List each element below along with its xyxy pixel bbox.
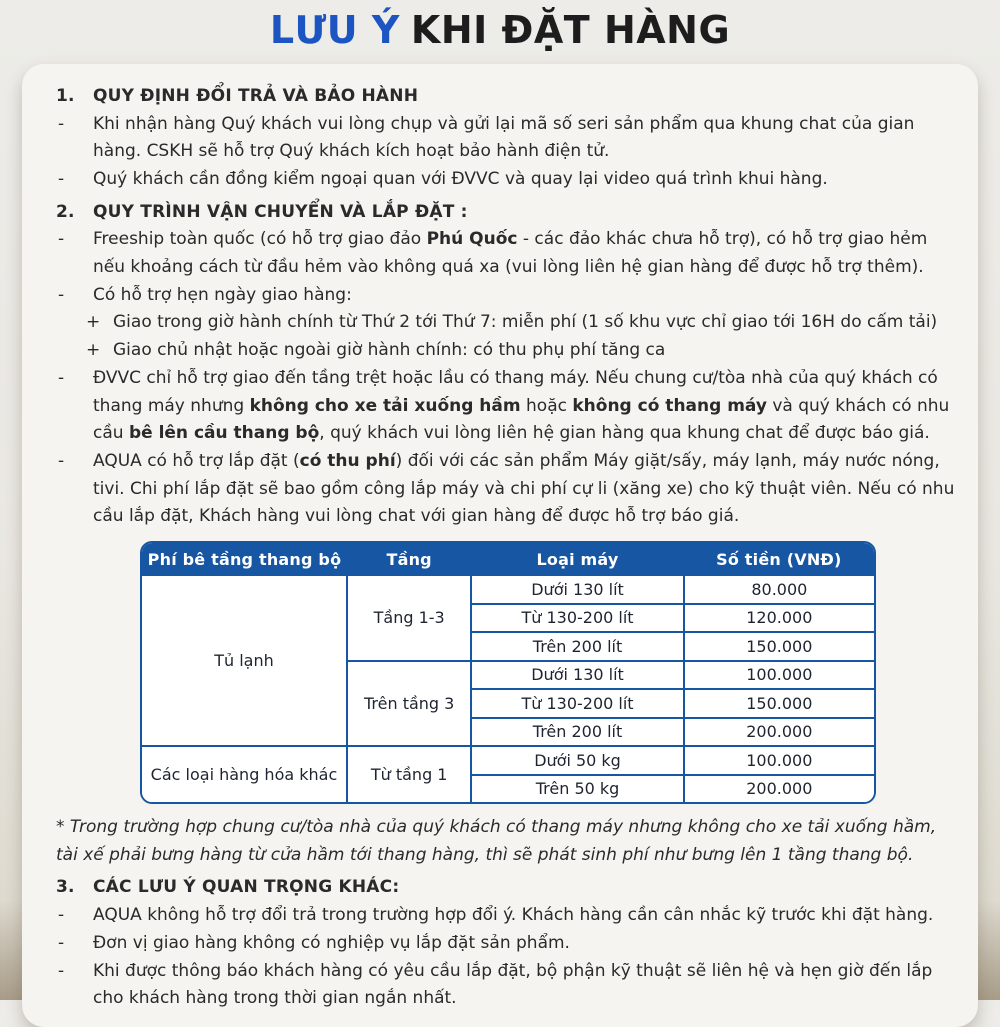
text-segment: * Trong trường hợp chung cư/tòa nhà của quý khách có thang máy nhưng không cho xe tải xuống hầm, tài xế phải bưng hàng từ cửa hầm tới thang hàng, thì sẽ phát sinh phí như bưng lên 1 tầng thang bộ. bbox=[56, 817, 937, 865]
list-item bbox=[40, 958, 960, 1013]
plus-marker: + bbox=[86, 312, 101, 333]
sub-list-item bbox=[40, 309, 960, 337]
dash-marker: - bbox=[58, 932, 65, 953]
list-item bbox=[40, 166, 960, 194]
price-cell: 150.000 bbox=[684, 632, 874, 661]
list-item-text bbox=[113, 337, 665, 365]
list-item-text bbox=[93, 448, 960, 531]
list-item bbox=[40, 930, 960, 958]
machine-type-cell: Trên 50 kg bbox=[471, 775, 683, 803]
section-heading bbox=[40, 874, 960, 902]
text-segment: Có hỗ trợ hẹn ngày giao hàng: bbox=[93, 284, 352, 305]
list-item bbox=[40, 365, 960, 448]
text-segment: Freeship toàn quốc (có hỗ trợ giao đảo bbox=[93, 229, 427, 250]
bold-text: bê lên cầu thang bộ bbox=[128, 423, 320, 444]
price-cell: 200.000 bbox=[684, 718, 874, 747]
list-item-text bbox=[93, 166, 828, 194]
machine-type-cell: Trên 200 lít bbox=[471, 632, 683, 661]
page-title-rest: KHI ĐẶT HÀNG bbox=[410, 8, 731, 52]
section-heading-label: QUY ĐỊNH ĐỔI TRẢ VÀ BẢO HÀNH bbox=[93, 85, 419, 106]
text-segment: Khi nhận hàng Quý khách vui lòng chụp và gửi lại mã số seri sản phẩm qua khung chat của gian hàng. CSKH sẽ hỗ trợ Quý khách kích hoạt bảo hành điện tử. bbox=[93, 113, 915, 162]
floor-cell: Tầng 1-3 bbox=[347, 576, 471, 661]
bold-text: có thu phí bbox=[299, 450, 396, 471]
bold-text: Phú Quốc bbox=[426, 229, 518, 250]
price-cell: 200.000 bbox=[684, 775, 874, 803]
machine-type-cell: Từ 130-200 lít bbox=[471, 604, 683, 633]
price-cell: 120.000 bbox=[684, 604, 874, 633]
list-item-text bbox=[93, 958, 960, 1013]
dash-marker: - bbox=[58, 168, 65, 189]
plus-marker: + bbox=[86, 340, 101, 361]
fee-table bbox=[140, 541, 876, 804]
table-row bbox=[142, 746, 874, 775]
page-title-highlight: LƯU Ý bbox=[269, 8, 400, 52]
text-segment: AQUA có hỗ trợ lắp đặt ( bbox=[93, 450, 300, 471]
text-segment: Khi được thông báo khách hàng có yêu cầu lắp đặt, bộ phận kỹ thuật sẽ liên hệ và hẹn giờ đến lắp cho khách hàng trong thời gian ngắn nhất. bbox=[93, 960, 933, 1009]
dash-marker: - bbox=[58, 284, 65, 305]
sub-list-item bbox=[40, 337, 960, 365]
list-item bbox=[40, 448, 960, 531]
table-row bbox=[142, 576, 874, 604]
notes-card bbox=[22, 64, 978, 1027]
price-cell: 100.000 bbox=[684, 661, 874, 690]
machine-type-cell: Dưới 130 lít bbox=[471, 661, 683, 690]
fee-table-header-row bbox=[142, 543, 874, 576]
dash-marker: - bbox=[58, 113, 65, 134]
list-item-text bbox=[93, 902, 933, 930]
notes-content bbox=[40, 83, 960, 1013]
list-item bbox=[40, 111, 960, 166]
section-number: 2. bbox=[56, 201, 75, 222]
dash-marker: - bbox=[58, 450, 65, 471]
category-cell: Các loại hàng hóa khác bbox=[142, 746, 347, 802]
dash-marker: - bbox=[58, 905, 65, 926]
floor-cell: Trên tầng 3 bbox=[347, 661, 471, 747]
text-segment: - các đảo khác chưa hỗ trợ), có hỗ trợ giao hẻm nếu khoảng cách từ đầu hẻm vào không quá xa (vui lòng liên hệ gian hàng để được hỗ trợ thêm). bbox=[93, 229, 928, 278]
text-segment: Quý khách cần đồng kiểm ngoại quan với ĐVVC và quay lại video quá trình khui hàng. bbox=[93, 168, 828, 189]
dash-marker: - bbox=[58, 960, 65, 981]
text-segment: , quý khách vui lòng liên hệ gian hàng qua khung chat để được báo giá. bbox=[319, 423, 930, 444]
text-segment: ) đối với các sản phẩm Máy giặt/sấy, máy lạnh, máy nước nóng, tivi. Chi phí lắp đặt sẽ bao gồm công lắp máy và chi phí cự li (xăng xe) cho kỹ thuật viên. Nếu có nhu cầu lắp đặt, Khách hàng vui lòng chat với gian hàng để được hỗ trợ báo giá. bbox=[93, 450, 955, 527]
floor-cell: Từ tầng 1 bbox=[347, 746, 471, 802]
list-item bbox=[40, 282, 960, 310]
category-cell: Tủ lạnh bbox=[142, 576, 347, 746]
dash-marker: - bbox=[58, 367, 65, 388]
list-item-text bbox=[93, 111, 960, 166]
fee-table-grid bbox=[142, 543, 874, 802]
page-title bbox=[0, 0, 1000, 58]
list-item-text bbox=[93, 365, 960, 448]
machine-type-cell: Trên 200 lít bbox=[471, 718, 683, 747]
text-segment: và quý khách có nhu cầu bbox=[93, 395, 950, 444]
text-segment: AQUA không hỗ trợ đổi trả trong trường hợp đổi ý. Khách hàng cần cân nhắc kỹ trước khi đặt hàng. bbox=[93, 905, 934, 926]
section-number: 3. bbox=[56, 877, 75, 898]
section-heading-label: CÁC LƯU Ý QUAN TRỌNG KHÁC: bbox=[93, 877, 400, 898]
bold-text: không có thang máy bbox=[572, 395, 767, 416]
list-item bbox=[40, 902, 960, 930]
bold-text: không cho xe tải xuống hầm bbox=[249, 395, 521, 416]
section-heading bbox=[40, 199, 960, 227]
list-item-text bbox=[93, 930, 570, 958]
list-item bbox=[40, 226, 960, 281]
text-segment: Giao trong giờ hành chính từ Thứ 2 tới Thứ 7: miễn phí (1 số khu vực chỉ giao tới 16H do cấm tải) bbox=[113, 312, 938, 333]
price-cell: 100.000 bbox=[684, 746, 874, 775]
section-heading-label: QUY TRÌNH VẬN CHUYỂN VÀ LẮP ĐẶT : bbox=[93, 201, 468, 222]
machine-type-cell: Từ 130-200 lít bbox=[471, 689, 683, 718]
fee-table-header-cell: Phí bê tầng thang bộ bbox=[142, 543, 347, 576]
fee-table-header-cell: Loại máy bbox=[471, 543, 683, 576]
text-segment: hoặc bbox=[520, 395, 573, 416]
list-item-text bbox=[113, 309, 937, 337]
fee-table-header-cell: Tầng bbox=[347, 543, 471, 576]
price-cell: 80.000 bbox=[684, 576, 874, 604]
footnote bbox=[40, 814, 960, 869]
text-segment: Giao chủ nhật hoặc ngoài giờ hành chính: có thu phụ phí tăng ca bbox=[113, 340, 666, 361]
machine-type-cell: Dưới 50 kg bbox=[471, 746, 683, 775]
fee-table-header-cell: Số tiền (VNĐ) bbox=[684, 543, 874, 576]
machine-type-cell: Dưới 130 lít bbox=[471, 576, 683, 604]
dash-marker: - bbox=[58, 229, 65, 250]
text-segment: Đơn vị giao hàng không có nghiệp vụ lắp đặt sản phẩm. bbox=[93, 932, 570, 953]
list-item-text bbox=[93, 226, 960, 281]
fee-table-body bbox=[142, 576, 874, 802]
section-number: 1. bbox=[56, 85, 75, 106]
text-segment: ĐVVC chỉ hỗ trợ giao đến tầng trệt hoặc lầu có thang máy. Nếu chung cư/tòa nhà của quý khách có thang máy nhưng bbox=[93, 367, 938, 416]
fee-table-head bbox=[142, 543, 874, 576]
list-item-text bbox=[93, 282, 352, 310]
price-cell: 150.000 bbox=[684, 689, 874, 718]
section-heading bbox=[40, 83, 960, 111]
